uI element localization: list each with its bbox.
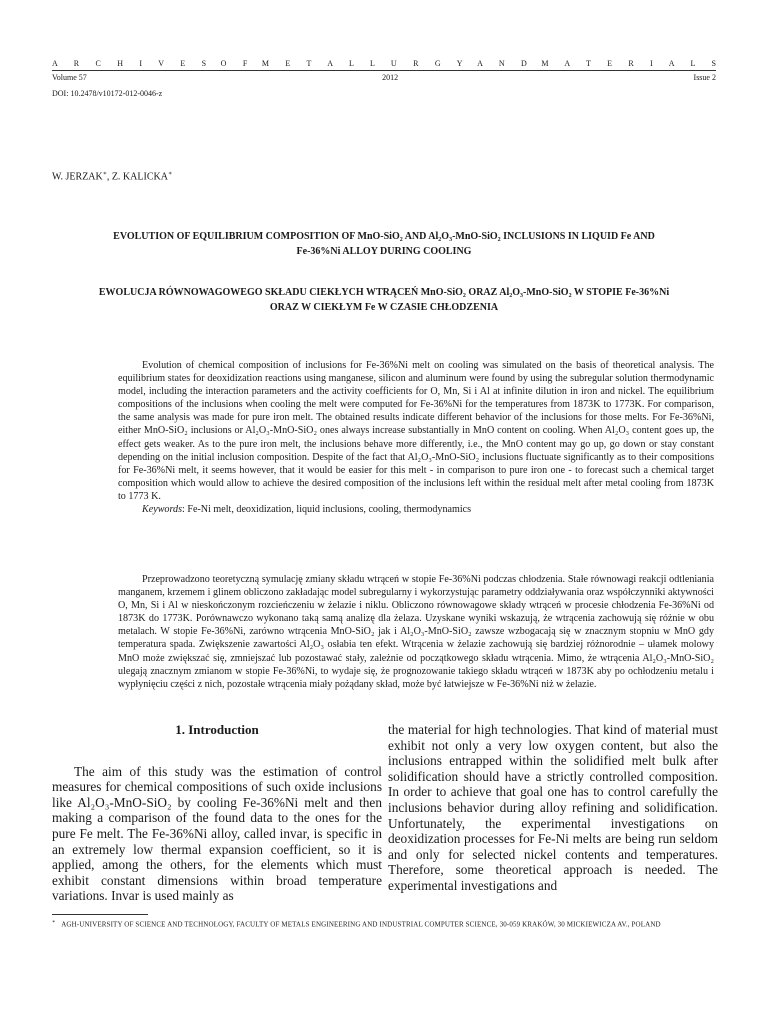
author-name: W. JERZAK bbox=[52, 171, 103, 183]
author-name: Z. KALICKA bbox=[111, 171, 168, 183]
title-line: Fe-36%Ni ALLOY DURING COOLING bbox=[296, 246, 472, 257]
volume-row bbox=[52, 73, 716, 82]
keywords-label: Keywords bbox=[142, 504, 183, 516]
title-line: EWOLUCJA RÓWNOWAGOWEGO SKŁADU CIEKŁYCH WTRĄCEŃ MnO-SiO₂ ORAZ Al₂O₃-MnO-SiO₂ W STOPIE Fe-36%Ni bbox=[98, 287, 670, 298]
doi-label: DOI: 10.2478/v10172-012-0046-z bbox=[52, 89, 163, 98]
authors-line bbox=[52, 170, 172, 182]
author-affiliation-mark: ∗ bbox=[102, 171, 107, 177]
footnote-mark: ∗ bbox=[52, 920, 56, 925]
journal-word: A N D bbox=[477, 59, 534, 68]
body-paragraph: The aim of this study was the estimation of control measures for chemical compositions of such oxide inclusions like Al₂O₃-MnO-SiO₂ by cooling Fe-36%Ni melt and then making a comparison of the found data to the ones for the pure Fe melt. The Fe-36%Ni alloy, called invar, is specific in an extremely low thermal expansion coefficient, so it is applied, among the others, for the elements which must exhibit constant dimensions within broad temperature variations. Invar is used mainly as bbox=[52, 763, 382, 904]
body-paragraph: the material for high technologies. That kind of material must exhibit not only a very low oxygen content, but also the inclusions entrapped within the solidified melt bulk after solidification should have a strictly controlled composition. In order to achieve that goal one has to control carefully the inclusions behavior during alloy refining and solidification. Unfortunately, the experimental investigations on deoxidization processes for Fe-Ni melts are being run seldom and only for selected nickel contents and temperatures. Therefore, some theoretical approach is needed. The experimental investigations and bbox=[388, 722, 718, 893]
author-affiliation-mark: ∗ bbox=[167, 171, 173, 177]
title-line: ORAZ W CIEKŁYM Fe W CZASIE CHŁODZENIA bbox=[269, 302, 499, 313]
paper-title-polish bbox=[52, 285, 716, 315]
keywords-line bbox=[118, 503, 714, 516]
keywords-text: : Fe-Ni melt, deoxidization, liquid inclusions, cooling, thermodynamics bbox=[182, 504, 472, 516]
footnote-text: AGH-UNIVERSITY OF SCIENCE AND TECHNOLOGY, FACULTY OF METALS ENGINEERING AND INDUSTRIAL COMPUTER SCIENCE, 30-059 KRAKÓW, 30 MICKIEWICZA AV., POLAND bbox=[61, 920, 661, 929]
journal-word: O F bbox=[220, 59, 255, 68]
journal-word: M A T E R I A L S bbox=[541, 59, 724, 68]
abstract-english bbox=[118, 359, 714, 516]
body-column-left bbox=[52, 722, 382, 904]
journal-word: A R C H I V E S bbox=[52, 59, 214, 68]
footnote bbox=[52, 919, 716, 928]
year-label: 2012 bbox=[382, 73, 399, 82]
body-column-right bbox=[388, 722, 718, 894]
title-line: EVOLUTION OF EQUILIBRIUM COMPOSITION OF MnO-SiO₂ AND Al₂O₃-MnO-SiO₂ INCLUSIONS IN LIQUID Fe AND bbox=[113, 231, 655, 242]
journal-header bbox=[52, 59, 724, 68]
header-rule bbox=[52, 70, 716, 71]
volume-label: Volume 57 bbox=[52, 73, 87, 82]
abstract-polish bbox=[118, 573, 714, 691]
section-heading: 1. Introduction bbox=[175, 722, 259, 737]
journal-word: M E T A L L U R G Y bbox=[261, 59, 470, 68]
author-separator: , bbox=[106, 171, 112, 183]
abstract-text: Przeprowadzono teoretyczną symulację zmiany składu wtrąceń w stopie Fe-36%Ni podczas chłodzenia. Stałe równowagi reakcji odtleniania manganem, krzemem i glinem obliczono zakładając model subregularny i wykorzystując parametry oddziaływania oraz współczynniki aktywności O, Mn, Si i Al w nieskończonym rozcieńczeniu w żelazie i niklu. Obliczono równowagowe składy wtrąceń w procesie chłodzenia Fe-36%Ni od 1873K do 1773K. Porównawczo wykonano taką samą analizę dla żelaza. Uzyskane wyniki wskazują, że wtrącenia zachowują się różnie w obu metalach. W stopie Fe-36%Ni, zarówno wtrącenia MnO-SiO₂ jak i Al₂O₃-MnO-SiO₂ zawsze wzbogacają się w znacznym stopniu w MnO gdy temperatura spada. Zwiększenie zawartości Al₂O₃ osłabia ten efekt. Wtrącenia w żelazie zachowują się bardziej różnorodnie – ułamek molowy MnO może zwiększać się, zmniejszać lub pozostawać stały, zależnie od początkowego składu wtrącenia. Mimo, że wtrącenia Al₂O₃-MnO-SiO₂ ulegają znacznym zmianom w stopie Fe-36%Ni, to wydaje się, że prognozowanie takiego składu wtrąceń w 1873K aby po ochłodzeniu metalu i wypłynięciu części z nich, pozostałe wtrącenia miały pożądany skład, może być łatwiejsze w Fe-36%Ni niż w żelazie. bbox=[118, 574, 714, 690]
paper-title-english bbox=[52, 229, 716, 259]
issue-label: Issue 2 bbox=[693, 73, 716, 82]
footnote-rule bbox=[52, 914, 148, 915]
abstract-text: Evolution of chemical composition of inclusions for Fe-36%Ni melt on cooling was simulated on the basis of theoretical analysis. The equilibrium states for deoxidization reactions using manganese, silicon and aluminum were found by using the subregular solution thermodynamic model, including the interaction parameters and the activity coefficients for O, Mn, Si i Al at infinite dilution in iron and nickel. The equilibrium compositions of the inclusions when cooling the melt were computed for Fe-36%Ni for the temperatures from 1873K to 1773K. For comparison, the same analysis was made for pure iron melt. The obtained results indicate different behavior of the inclusions for those melts. For Fe-36%Ni, either MnO-SiO₂ inclusions or Al₂O₃-MnO-SiO₂ ones always increase substantially in MnO content on cooling. When Al₂O₃ content goes up, the effect gets weaker. As to the pure iron melt, the inclusions behave more differently, i.e., the MnO content may go up, go down or stay constant depending on the initial inclusion composition. Despite of the fact that Al₂O₃-MnO-SiO₂ inclusions fluctuate significantly as to their compositions for Fe-36%Ni melt, it seems however, that it would be easier for this melt - in comparison to pure iron one - to forecast such a chemical target composition which would allow to achieve the desired composition of the inclusions left within the residual melt after metal cooling from 1873K to 1773 K. bbox=[118, 360, 714, 502]
